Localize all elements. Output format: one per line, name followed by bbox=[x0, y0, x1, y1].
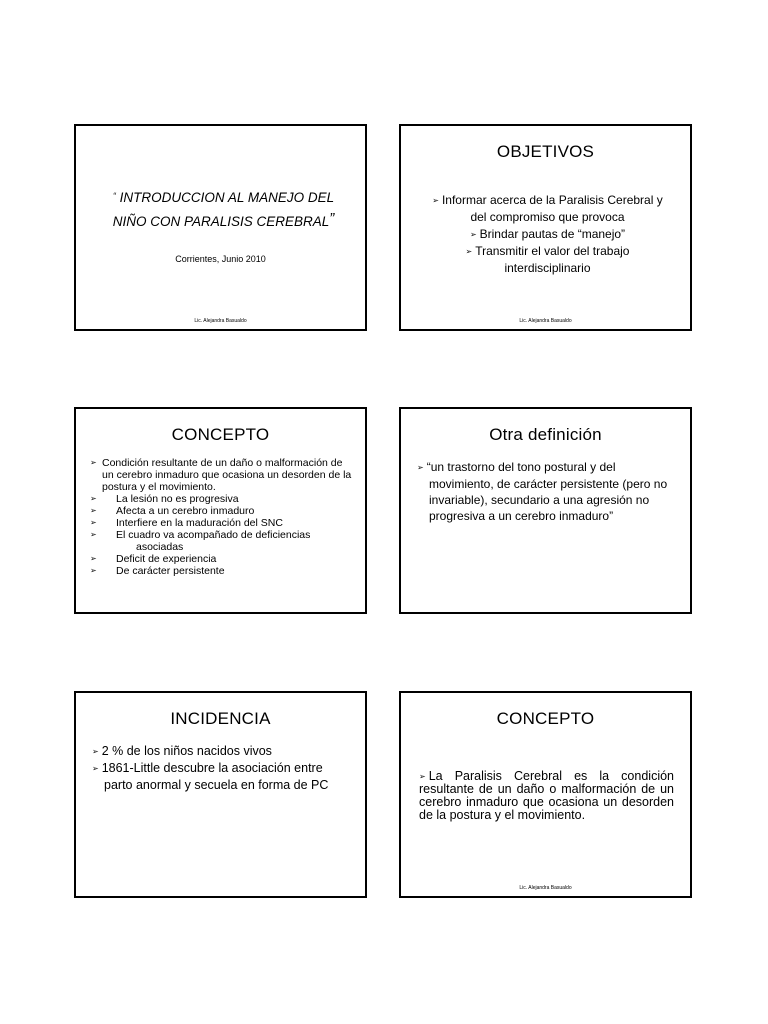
slide-intro bbox=[74, 124, 367, 331]
arrow-bullet-icon: ➢ bbox=[432, 196, 439, 205]
slide-title: INCIDENCIA bbox=[170, 709, 271, 728]
arrow-bullet-icon: ➢ bbox=[90, 494, 97, 503]
arrow-bullet-icon: ➢ bbox=[90, 566, 97, 575]
slide-title: Otra definición bbox=[489, 425, 602, 444]
intro-title-line2: NIÑO CON PARALISIS CEREBRAL bbox=[112, 214, 330, 229]
slide-objetivos bbox=[399, 124, 692, 331]
list-item: ➢ Afecta a un cerebro inmaduro bbox=[90, 505, 255, 517]
definition-text: ➢ “un trastorno del tono postural y del movimiento, de carácter persistente (pero no invariable), secundario a una agresión no progresiva a un cerebro inmaduro” bbox=[417, 460, 668, 523]
list-item: ➢ Condición resultante de un daño o malformación de un cerebro inmaduro que ocasiona un desorden de la postura y el movimiento. bbox=[90, 457, 352, 493]
open-quote: “ bbox=[112, 191, 116, 201]
slide-title: CONCEPTO bbox=[171, 425, 270, 444]
slide-concepto-1 bbox=[74, 407, 367, 614]
list-item: ➢ La lesión no es progresiva bbox=[90, 493, 239, 505]
arrow-bullet-icon: ➢ bbox=[90, 554, 97, 563]
intro-date: Corrientes, Junio 2010 bbox=[175, 254, 266, 264]
slide-otra-definicion bbox=[399, 407, 692, 614]
list-item: ➢ Interfiere en la maduración del SNC bbox=[90, 517, 283, 529]
close-quote: ” bbox=[329, 210, 335, 227]
arrow-bullet-icon: ➢ bbox=[417, 463, 424, 472]
arrow-bullet-icon: ➢ bbox=[419, 772, 426, 781]
list-item: ➢ De carácter persistente bbox=[90, 565, 225, 577]
arrow-bullet-icon: ➢ bbox=[92, 747, 99, 756]
arrow-bullet-icon: ➢ bbox=[90, 458, 97, 467]
list-item-continuation: interdisciplinario bbox=[504, 261, 591, 275]
list-item: ➢ Transmitir el valor del trabajo bbox=[465, 244, 630, 258]
list-item: ➢ 1861-Little descubre la asociación entre parto anormal y secuela en forma de PC bbox=[92, 761, 329, 792]
incidence-list bbox=[92, 743, 353, 793]
concept-text: ➢ La Paralisis Cerebral es la condición resultante de un daño o malformación de un cerebro inmaduro que ocasiona un desorden de la postura y el movimiento. bbox=[419, 769, 674, 822]
slide-footer: Lic. Alejandra Basualdo bbox=[519, 318, 572, 324]
intro-title bbox=[94, 186, 353, 232]
list-item: ➢ Deficit de experiencia bbox=[90, 553, 217, 565]
slide-title: OBJETIVOS bbox=[496, 142, 595, 161]
list-item: ➢ El cuadro va acompañado de deficiencias asociadas bbox=[90, 529, 311, 553]
list-item: ➢ Brindar pautas de “manejo” bbox=[469, 227, 626, 241]
slide-footer: Lic. Alejandra Basualdo bbox=[194, 318, 247, 324]
intro-title-line1: INTRODUCCION AL MANEJO DEL bbox=[119, 190, 335, 205]
arrow-bullet-icon: ➢ bbox=[90, 506, 97, 515]
concept-list bbox=[90, 457, 355, 577]
slide-concepto-2 bbox=[399, 691, 692, 898]
list-item: ➢ Informar acerca de la Paralisis Cerebral y bbox=[432, 193, 663, 207]
arrow-bullet-icon: ➢ bbox=[92, 764, 99, 773]
slide-footer: Lic. Alejandra Basualdo bbox=[519, 885, 572, 891]
slide-incidencia bbox=[74, 691, 367, 898]
slide-title: CONCEPTO bbox=[496, 709, 595, 728]
arrow-bullet-icon: ➢ bbox=[469, 230, 477, 239]
objectives-list bbox=[415, 192, 680, 277]
arrow-bullet-icon: ➢ bbox=[90, 530, 97, 539]
list-item: ➢ 2 % de los niños nacidos vivos bbox=[92, 744, 272, 758]
arrow-bullet-icon: ➢ bbox=[90, 518, 97, 527]
arrow-bullet-icon: ➢ bbox=[465, 247, 473, 256]
list-item-continuation: del compromiso que provoca bbox=[470, 210, 625, 224]
